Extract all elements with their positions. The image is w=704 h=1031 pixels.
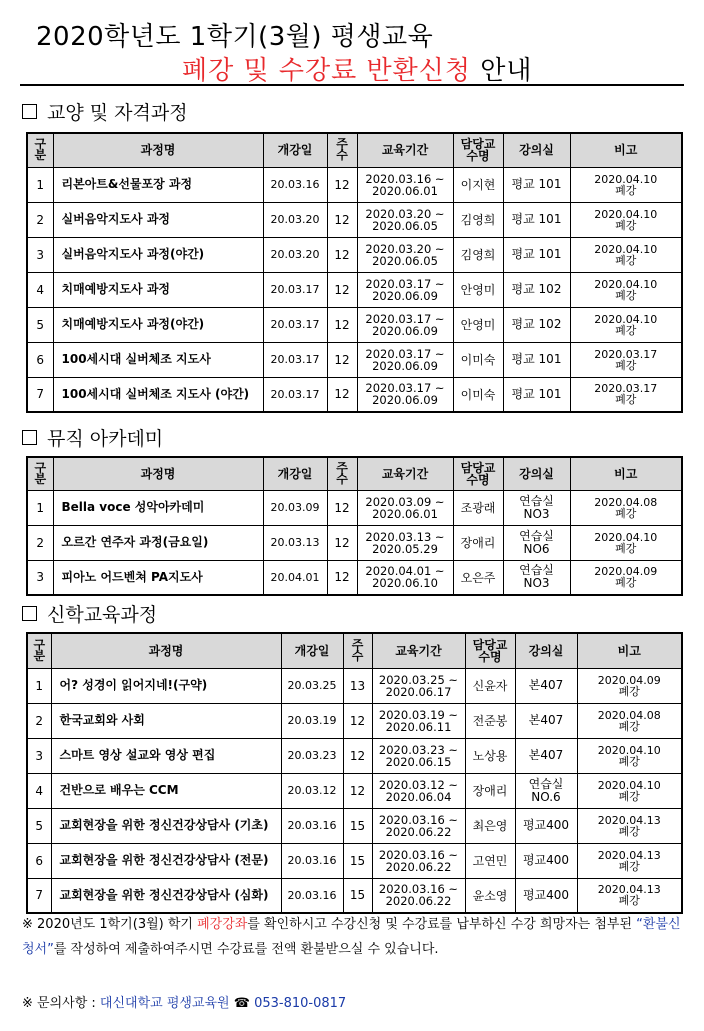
row-number: 2 [27,202,53,237]
weeks: 15 [343,878,372,913]
subtitle-highlight: 폐강 및 수강료 반환신청 [182,56,471,86]
section-heading-1 [22,98,188,125]
row-number: 7 [27,377,53,412]
instructor: 고연민 [465,843,515,878]
row-number: 3 [27,560,53,595]
period: 2020.03.17 ~ 2020.06.09 [357,342,453,377]
start-date: 20.03.09 [263,490,327,525]
instructor: 전준봉 [465,703,515,738]
instructor: 오은주 [453,560,503,595]
weeks: 12 [327,307,357,342]
start-date: 20.04.01 [263,560,327,595]
section-heading-2 [22,424,163,451]
period: 2020.03.17 ~ 2020.06.09 [357,272,453,307]
instructor: 안영미 [453,272,503,307]
header-note: 비고 [570,133,682,167]
start-date: 20.03.16 [281,843,343,878]
instructor: 이미숙 [453,377,503,412]
instructor: 장애리 [465,773,515,808]
table-header-row [27,133,682,167]
instructor: 윤소영 [465,878,515,913]
row-number: 2 [27,703,51,738]
row-number: 6 [27,843,51,878]
weeks: 12 [327,342,357,377]
room: 본407 [515,703,577,738]
row-number: 6 [27,342,53,377]
header-room: 강의실 [515,633,577,668]
header-course: 과정명 [51,633,281,668]
weeks: 12 [327,377,357,412]
row-number: 4 [27,773,51,808]
room: 평교 102 [503,307,570,342]
course-name: 교회현장을 위한 정신건강상담사 (심화) [51,878,281,913]
course-name: 건반으로 배우는 CCM [51,773,281,808]
course-name: 리본아트&선물포장 과정 [53,167,263,202]
header-instructor: 담당교수명 [453,457,503,490]
weeks: 12 [327,560,357,595]
refund-notice [22,912,684,962]
table-row [27,878,682,913]
header-no: 구분 [27,633,51,668]
table-row [27,272,682,307]
note: 2020.04.10 폐강 [570,202,682,237]
header-period: 교육기간 [357,133,453,167]
instructor: 이지현 [453,167,503,202]
course-name: 교회현장을 위한 정신건강상담사 (전문) [51,843,281,878]
course-name: 100세시대 실버체조 지도사 (야간) [53,377,263,412]
note: 2020.04.13 폐강 [577,808,682,843]
row-number: 7 [27,878,51,913]
start-date: 20.03.20 [263,237,327,272]
header-room: 강의실 [503,457,570,490]
weeks: 12 [327,202,357,237]
start-date: 20.03.17 [263,307,327,342]
room: 평교 101 [503,237,570,272]
period: 2020.03.23 ~ 2020.06.15 [372,738,465,773]
instructor: 김영희 [453,202,503,237]
note: 2020.04.13 폐강 [577,843,682,878]
notice-highlight-form: “환불신청서” [22,917,681,957]
weeks: 15 [343,808,372,843]
notice-text-3: 를 작성하여 제출하여주시면 수강료를 전액 환불받으실 수 있습니다. [53,942,439,957]
header-note: 비고 [570,457,682,490]
header-instructor: 담당교수명 [453,133,503,167]
row-number: 5 [27,307,53,342]
instructor: 이미숙 [453,342,503,377]
room: 평교 101 [503,377,570,412]
room: 평교400 [515,843,577,878]
notice-text-2: 를 확인하시고 수강신청 및 수강료를 납부하신 수강 희망자는 첨부된 [247,917,637,932]
note: 2020.03.17 폐강 [570,342,682,377]
room: 연습실 NO3 [503,560,570,595]
note: 2020.04.10 폐강 [570,167,682,202]
start-date: 20.03.17 [263,377,327,412]
instructor: 안영미 [453,307,503,342]
note: 2020.04.10 폐강 [577,738,682,773]
page-subtitle [182,50,532,87]
room: 연습실 NO.6 [515,773,577,808]
course-name: 어? 성경이 읽어지네!(구약) [51,668,281,703]
header-period: 교육기간 [357,457,453,490]
notice-highlight-closed: 폐강강좌 [197,917,248,932]
weeks: 15 [343,843,372,878]
table-row [27,237,682,272]
note: 2020.03.17 폐강 [570,377,682,412]
header-course: 과정명 [53,457,263,490]
table-row [27,342,682,377]
period: 2020.03.17 ~ 2020.06.09 [357,377,453,412]
course-name: 스마트 영상 설교와 영상 편집 [51,738,281,773]
phone-icon: ☎ [233,996,250,1011]
table-header-row [27,457,682,490]
course-name: Bella voce 성악아카데미 [53,490,263,525]
subtitle-rest: 안내 [470,56,533,86]
period: 2020.03.13 ~ 2020.05.29 [357,525,453,560]
header-start: 개강일 [281,633,343,668]
header-no: 구분 [27,457,53,490]
period: 2020.03.25 ~ 2020.06.17 [372,668,465,703]
start-date: 20.03.16 [281,808,343,843]
note: 2020.04.10 폐강 [570,272,682,307]
note: 2020.04.09 폐강 [577,668,682,703]
period: 2020.03.20 ~ 2020.06.05 [357,237,453,272]
row-number: 2 [27,525,53,560]
course-name: 실버음악지도사 과정(야간) [53,237,263,272]
contact-org: 대신대학교 평생교육원 [99,996,230,1011]
course-name: 100세시대 실버체조 지도사 [53,342,263,377]
section-heading-3 [22,600,157,627]
room: 연습실 NO3 [503,490,570,525]
table-header-row [27,633,682,668]
table-row [27,843,682,878]
section-title: 교양 및 자격과정 [47,102,188,124]
course-name: 오르간 연주자 과정(금요일) [53,525,263,560]
weeks: 13 [343,668,372,703]
period: 2020.03.16 ~ 2020.06.22 [372,843,465,878]
period: 2020.03.12 ~ 2020.06.04 [372,773,465,808]
instructor: 김영희 [453,237,503,272]
header-instructor: 담당교수명 [465,633,515,668]
instructor: 장애리 [453,525,503,560]
header-course: 과정명 [53,133,263,167]
table-row [27,738,682,773]
weeks: 12 [327,490,357,525]
instructor: 노상용 [465,738,515,773]
course-name: 치매예방지도사 과정(야간) [53,307,263,342]
row-number: 1 [27,490,53,525]
note: 2020.04.08 폐강 [577,703,682,738]
room: 평교 101 [503,167,570,202]
start-date: 20.03.16 [281,878,343,913]
header-start: 개강일 [263,133,327,167]
room: 평교 101 [503,342,570,377]
weeks: 12 [327,272,357,307]
table-row [27,773,682,808]
title-block [20,6,684,86]
period: 2020.03.09 ~ 2020.06.01 [357,490,453,525]
table-row [27,307,682,342]
course-name: 치매예방지도사 과정 [53,272,263,307]
table-row [27,525,682,560]
notice-text-1: ※ 2020년도 1학기(3월) 학기 [22,917,198,932]
period: 2020.04.01 ~ 2020.06.10 [357,560,453,595]
period: 2020.03.16 ~ 2020.06.22 [372,878,465,913]
note: 2020.04.10 폐강 [570,307,682,342]
start-date: 20.03.12 [281,773,343,808]
header-period: 교육기간 [372,633,465,668]
room: 평교 102 [503,272,570,307]
contact-line [22,991,684,1016]
period: 2020.03.16 ~ 2020.06.22 [372,808,465,843]
instructor: 조광래 [453,490,503,525]
period: 2020.03.17 ~ 2020.06.09 [357,307,453,342]
table-row [27,377,682,412]
start-date: 20.03.17 [263,272,327,307]
course-name: 실버음악지도사 과정 [53,202,263,237]
room: 본407 [515,738,577,773]
start-date: 20.03.16 [263,167,327,202]
note: 2020.04.08 폐강 [570,490,682,525]
period: 2020.03.19 ~ 2020.06.11 [372,703,465,738]
instructor: 신윤자 [465,668,515,703]
start-date: 20.03.17 [263,342,327,377]
course-name: 피아노 어드벤쳐 PA지도사 [53,560,263,595]
start-date: 20.03.19 [281,703,343,738]
checkbox-square-icon [22,606,37,621]
period: 2020.03.20 ~ 2020.06.05 [357,202,453,237]
course-table-1 [26,132,683,413]
weeks: 12 [327,237,357,272]
note: 2020.04.09 폐강 [570,560,682,595]
start-date: 20.03.23 [281,738,343,773]
page-title: 2020학년도 1학기(3월) 평생교육 [36,22,434,52]
table-row [27,560,682,595]
row-number: 3 [27,237,53,272]
header-no: 구분 [27,133,53,167]
row-number: 1 [27,668,51,703]
room: 평교 101 [503,202,570,237]
row-number: 4 [27,272,53,307]
note: 2020.04.13 폐강 [577,878,682,913]
room: 평교400 [515,878,577,913]
weeks: 12 [343,703,372,738]
room: 본407 [515,668,577,703]
course-name: 교회현장을 위한 정신건강상담사 (기초) [51,808,281,843]
section-title: 뮤직 아카데미 [47,428,164,450]
contact-label: ※ 문의사항 : [22,996,100,1011]
room: 연습실 NO6 [503,525,570,560]
header-weeks: 주수 [343,633,372,668]
row-number: 3 [27,738,51,773]
instructor: 최은영 [465,808,515,843]
note: 2020.04.10 폐강 [570,237,682,272]
start-date: 20.03.20 [263,202,327,237]
header-weeks: 주수 [327,133,357,167]
note: 2020.04.10 폐강 [570,525,682,560]
row-number: 1 [27,167,53,202]
room: 평교400 [515,808,577,843]
note: 2020.04.10 폐강 [577,773,682,808]
header-weeks: 주수 [327,457,357,490]
table-row [27,490,682,525]
start-date: 20.03.13 [263,525,327,560]
period: 2020.03.16 ~ 2020.06.01 [357,167,453,202]
row-number: 5 [27,808,51,843]
header-note: 비고 [577,633,682,668]
course-name: 한국교회와 사회 [51,703,281,738]
table-row [27,668,682,703]
weeks: 12 [343,738,372,773]
contact-phone[interactable]: 053-810-0817 [254,996,347,1011]
table-row [27,808,682,843]
checkbox-square-icon [22,104,37,119]
course-table-2 [26,456,683,596]
weeks: 12 [327,525,357,560]
course-table-3 [26,632,683,914]
start-date: 20.03.25 [281,668,343,703]
weeks: 12 [343,773,372,808]
checkbox-square-icon [22,430,37,445]
header-start: 개강일 [263,457,327,490]
section-title: 신학교육과정 [47,604,158,626]
table-row [27,202,682,237]
table-row [27,167,682,202]
header-room: 강의실 [503,133,570,167]
table-row [27,703,682,738]
weeks: 12 [327,167,357,202]
